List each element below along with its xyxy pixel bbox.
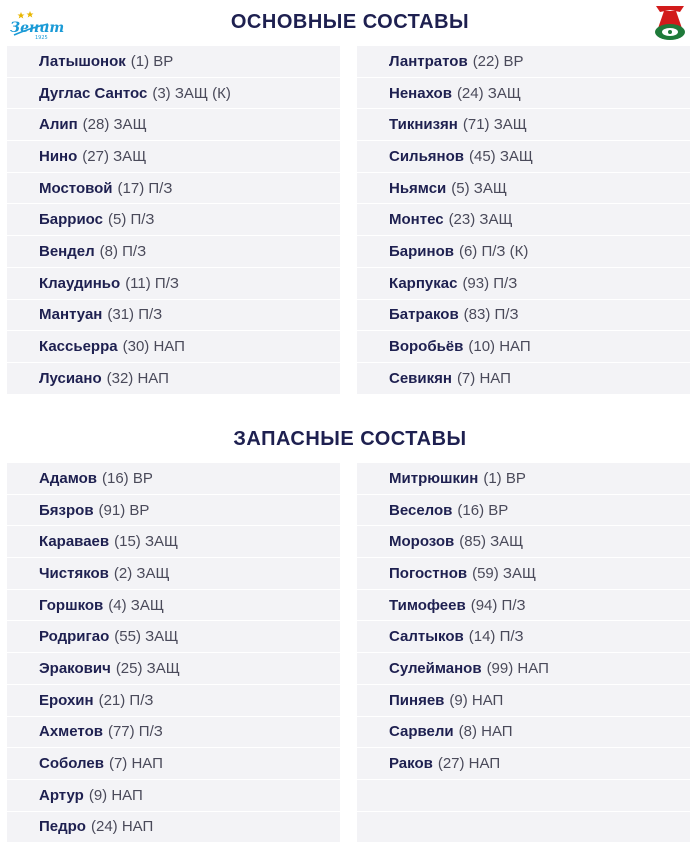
player-row xyxy=(7,141,340,173)
player-row xyxy=(7,268,340,300)
player-number-position: (1) ВР xyxy=(130,52,174,70)
player-row xyxy=(357,685,690,717)
player-row xyxy=(357,717,690,749)
player-name: Батраков xyxy=(389,306,459,324)
player-name: Родригао xyxy=(39,628,110,646)
player-row xyxy=(7,300,340,332)
svg-text:Зенит: Зенит xyxy=(10,20,65,36)
player-row xyxy=(357,621,690,653)
player-row xyxy=(7,590,340,622)
player-name: Ахметов xyxy=(39,723,103,741)
player-number-position: (7) НАП xyxy=(108,755,163,773)
player-number-position: (3) ЗАЩ (К) xyxy=(152,84,231,102)
player-name: Карпукас xyxy=(389,274,458,292)
player-name: Лантратов xyxy=(389,52,468,70)
player-number-position: (10) НАП xyxy=(468,338,531,356)
player-row xyxy=(7,685,340,717)
player-row xyxy=(357,331,690,363)
player-number-position: (25) ЗАЩ xyxy=(115,659,180,677)
player-number-position: (5) П/З xyxy=(107,211,155,229)
player-row xyxy=(357,141,690,173)
player-number-position: (6) П/З (К) xyxy=(458,242,529,260)
zenit-substitutes-list xyxy=(7,463,340,843)
player-row xyxy=(7,204,340,236)
player-row xyxy=(7,173,340,205)
player-number-position: (32) НАП xyxy=(106,369,169,387)
player-row xyxy=(357,526,690,558)
player-name: Лусиано xyxy=(39,369,102,387)
player-row xyxy=(7,78,340,110)
player-name: Севикян xyxy=(389,369,452,387)
player-name: Салтыков xyxy=(389,628,464,646)
player-row xyxy=(357,363,690,395)
player-number-position: (4) ЗАЩ xyxy=(108,596,164,614)
player-name: Мантуан xyxy=(39,306,103,324)
player-name: Ньямси xyxy=(389,179,447,197)
player-number-position: (8) НАП xyxy=(458,723,513,741)
player-row xyxy=(7,363,340,395)
player-number-position: (91) ВР xyxy=(98,501,150,519)
player-number-position: (17) П/З xyxy=(117,179,173,197)
player-number-position: (31) П/З xyxy=(107,306,163,324)
player-name: Соболев xyxy=(39,755,104,773)
player-name: Чистяков xyxy=(39,564,109,582)
player-number-position: (94) П/З xyxy=(470,596,526,614)
player-number-position: (9) НАП xyxy=(449,691,504,709)
player-row xyxy=(7,331,340,363)
player-name: Пиняев xyxy=(389,691,445,709)
player-row xyxy=(357,236,690,268)
empty-row xyxy=(357,812,690,844)
player-name: Сарвели xyxy=(389,723,454,741)
player-name: Адамов xyxy=(39,469,97,487)
player-row xyxy=(7,558,340,590)
player-name: Кассьерра xyxy=(39,338,118,356)
player-name: Сильянов xyxy=(389,147,464,165)
player-row xyxy=(357,463,690,495)
player-number-position: (99) НАП xyxy=(486,659,549,677)
lokomotiv-starting-list xyxy=(357,46,690,395)
zenit-starting-list xyxy=(7,46,340,395)
player-row xyxy=(357,78,690,110)
player-name: Мостовой xyxy=(39,179,113,197)
player-row xyxy=(357,653,690,685)
player-number-position: (16) ВР xyxy=(101,469,153,487)
player-number-position: (24) НАП xyxy=(90,818,154,836)
player-number-position: (9) НАП xyxy=(88,786,143,804)
lokomotiv-substitutes-list xyxy=(357,463,690,843)
player-number-position: (77) П/З xyxy=(107,723,163,741)
player-row xyxy=(357,173,690,205)
player-name: Горшков xyxy=(39,596,104,614)
player-name: Тимофеев xyxy=(389,596,466,614)
player-row xyxy=(7,109,340,141)
player-number-position: (16) ВР xyxy=(457,501,509,519)
player-number-position: (71) ЗАЩ xyxy=(462,116,527,134)
player-number-position: (23) ЗАЩ xyxy=(448,211,513,229)
player-number-position: (22) ВР xyxy=(472,52,524,70)
player-name: Ерохин xyxy=(39,691,94,709)
starting-lineups-title: ОСНОВНЫЕ СОСТАВЫ xyxy=(230,11,470,33)
empty-row xyxy=(357,780,690,812)
player-name: Вендел xyxy=(39,242,95,260)
player-name: Сулейманов xyxy=(389,659,482,677)
player-row xyxy=(357,590,690,622)
player-name: Клаудиньо xyxy=(39,274,121,292)
player-number-position: (7) НАП xyxy=(456,369,511,387)
player-name: Артур xyxy=(39,786,84,804)
player-number-position: (27) НАП xyxy=(437,755,501,773)
player-name: Эракович xyxy=(39,659,111,677)
player-row xyxy=(7,495,340,527)
player-number-position: (24) ЗАЩ xyxy=(456,84,521,102)
player-row xyxy=(7,621,340,653)
player-name: Бязров xyxy=(39,501,94,519)
player-name: Монтес xyxy=(389,211,444,229)
player-row xyxy=(7,46,340,78)
player-row xyxy=(357,109,690,141)
player-number-position: (30) НАП xyxy=(122,338,185,356)
player-row xyxy=(7,748,340,780)
player-number-position: (55) ЗАЩ xyxy=(114,628,179,646)
substitutes-title: ЗАПАСНЫЕ СОСТАВЫ xyxy=(233,428,467,450)
player-name: Ненахов xyxy=(389,84,452,102)
player-number-position: (14) П/З xyxy=(468,628,524,646)
player-name: Раков xyxy=(389,755,433,773)
player-row xyxy=(7,653,340,685)
player-row xyxy=(357,495,690,527)
player-row xyxy=(357,268,690,300)
player-row xyxy=(7,780,340,812)
player-row xyxy=(7,717,340,749)
player-row xyxy=(357,558,690,590)
player-name: Латышонок xyxy=(39,52,126,70)
player-name: Митрюшкин xyxy=(389,469,479,487)
player-number-position: (15) ЗАЩ xyxy=(114,533,179,551)
player-number-position: (2) ЗАЩ xyxy=(113,564,170,582)
player-number-position: (27) ЗАЩ xyxy=(82,147,147,165)
player-row xyxy=(7,526,340,558)
player-name: Воробьёв xyxy=(389,338,464,356)
player-number-position: (59) ЗАЩ xyxy=(472,564,537,582)
player-name: Погостнов xyxy=(389,564,468,582)
player-name: Дуглас Сантос xyxy=(39,84,148,102)
player-name: Морозов xyxy=(389,533,455,551)
player-row xyxy=(7,236,340,268)
player-row xyxy=(357,748,690,780)
player-row xyxy=(7,463,340,495)
player-number-position: (85) ЗАЩ xyxy=(459,533,524,551)
player-number-position: (28) ЗАЩ xyxy=(82,116,147,134)
player-row xyxy=(357,204,690,236)
player-number-position: (5) ЗАЩ xyxy=(451,179,507,197)
player-number-position: (1) ВР xyxy=(483,469,526,487)
player-name: Алип xyxy=(39,116,78,134)
player-name: Педро xyxy=(39,818,86,836)
player-number-position: (93) П/З xyxy=(462,274,518,292)
player-number-position: (21) П/З xyxy=(98,691,154,709)
player-name: Нино xyxy=(39,147,78,165)
player-number-position: (11) П/З xyxy=(125,274,179,292)
player-row xyxy=(357,46,690,78)
player-name: Караваев xyxy=(39,533,110,551)
player-number-position: (83) П/З xyxy=(463,306,519,324)
player-name: Барриос xyxy=(39,211,103,229)
player-row xyxy=(357,300,690,332)
player-row xyxy=(7,812,340,844)
player-number-position: (8) П/З xyxy=(99,242,147,260)
player-name: Баринов xyxy=(389,242,454,260)
player-name: Тикнизян xyxy=(389,116,458,134)
player-number-position: (45) ЗАЩ xyxy=(469,147,533,165)
svg-text:1925: 1925 xyxy=(35,35,48,41)
player-name: Веселов xyxy=(389,501,453,519)
